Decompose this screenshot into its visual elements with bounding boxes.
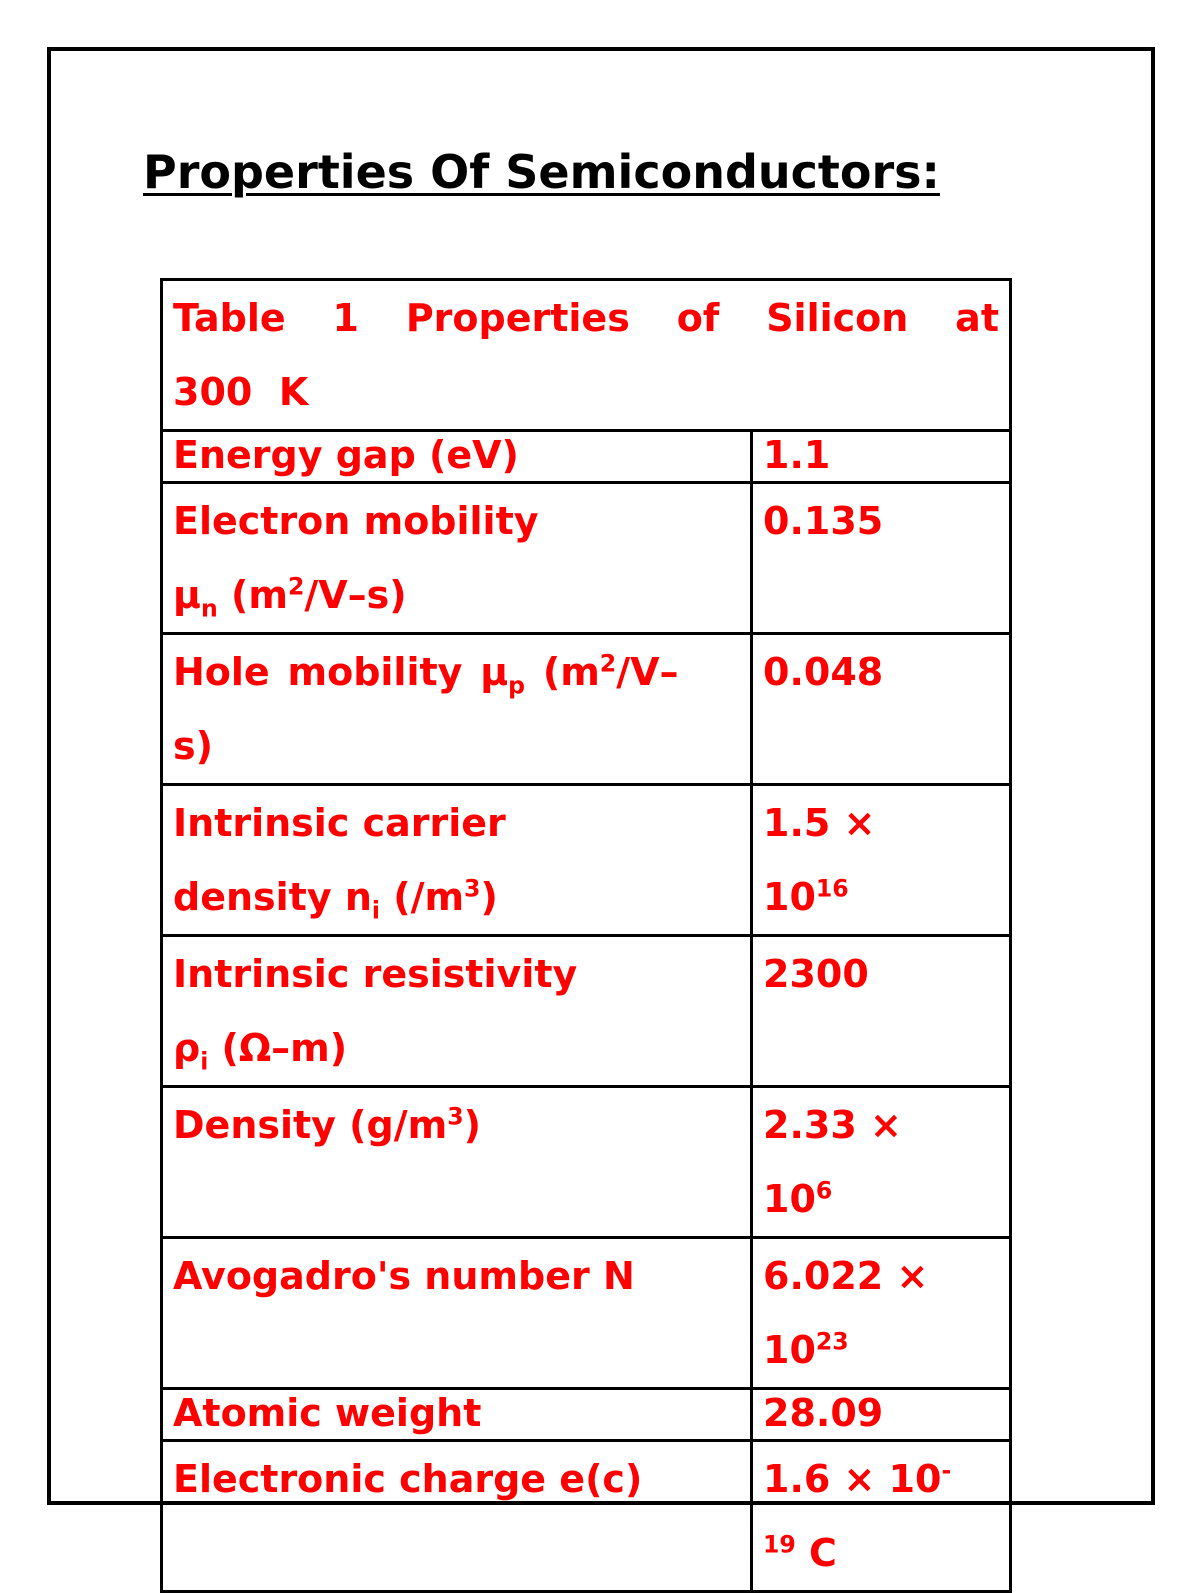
table-caption-row: [162, 280, 1011, 431]
value-text: 10: [763, 1177, 816, 1221]
value-text: C: [795, 1531, 837, 1575]
value-cell: [752, 785, 1011, 936]
property-cell: [162, 483, 752, 634]
value-cell: [752, 1441, 1011, 1592]
page-title: Properties Of Semiconductors:: [143, 145, 940, 199]
property-text: ): [463, 1103, 481, 1147]
times-sign: ×: [843, 801, 876, 845]
value-text: 6.022: [763, 1254, 884, 1298]
superscript: -: [941, 1456, 952, 1485]
property-text: resistivity: [362, 952, 578, 996]
table-row: [162, 1441, 1011, 1592]
times-sign: ×: [870, 1103, 902, 1147]
value-text: 10: [763, 875, 816, 919]
property-text: (/m: [379, 875, 465, 919]
property-cell: [162, 634, 752, 785]
superscript: 19: [763, 1530, 796, 1559]
value-cell: 1.1: [752, 431, 1011, 483]
table-row: [162, 431, 1011, 483]
value-text: 2.33: [763, 1103, 857, 1147]
property-cell: Energy gap (eV): [162, 431, 752, 483]
value-text: 1.6 × 10: [763, 1457, 942, 1501]
property-text: density n: [173, 875, 372, 919]
table-caption: Table 1 Properties of Silicon at 300 K: [162, 280, 1011, 431]
value-cell: 2300: [752, 936, 1011, 1087]
table-row: [162, 936, 1011, 1087]
property-text: Density (g/m: [173, 1103, 448, 1147]
property-cell: Electronic charge e(c): [162, 1441, 752, 1592]
table-row: [162, 785, 1011, 936]
superscript: 23: [815, 1327, 849, 1356]
value-cell: [752, 1087, 1011, 1238]
property-text: mobility: [363, 499, 539, 543]
superscript: 2: [599, 649, 617, 678]
property-text: (Ω–m): [208, 1026, 348, 1070]
value-cell: [752, 1238, 1011, 1389]
subscript: n: [200, 594, 218, 623]
superscript: 3: [447, 1102, 464, 1131]
property-text: /V–s): [304, 573, 407, 617]
property-text: carrier: [362, 801, 506, 845]
property-text: ρ: [173, 1026, 201, 1070]
property-cell: Atomic weight: [162, 1389, 752, 1441]
value-text: 10: [763, 1328, 816, 1372]
subscript: i: [200, 1047, 209, 1076]
property-cell: Avogadro's number N: [162, 1238, 752, 1389]
times-sign: ×: [896, 1254, 929, 1298]
property-text: Hole mobility μ: [173, 650, 509, 694]
value-cell: 0.048: [752, 634, 1011, 785]
property-text: (m: [525, 650, 600, 694]
table-row: [162, 1238, 1011, 1389]
property-text: ): [480, 875, 498, 919]
subscript: i: [371, 896, 380, 925]
value-cell: 0.135: [752, 483, 1011, 634]
table-row: [162, 1389, 1011, 1441]
property-text: (m: [217, 573, 288, 617]
property-text: Electron: [173, 499, 351, 543]
property-text: Intrinsic: [173, 952, 350, 996]
property-cell: [162, 936, 752, 1087]
table-row: [162, 1087, 1011, 1238]
property-cell: [162, 1087, 752, 1238]
property-text: s): [173, 724, 213, 768]
table-row: [162, 483, 1011, 634]
superscript: 6: [815, 1176, 833, 1205]
subscript: p: [508, 671, 526, 700]
property-text: Intrinsic: [173, 801, 350, 845]
property-cell: [162, 785, 752, 936]
superscript: 3: [464, 874, 481, 903]
value-cell: 28.09: [752, 1389, 1011, 1441]
superscript: 2: [287, 572, 305, 601]
table-row: [162, 634, 1011, 785]
silicon-properties-table: [160, 278, 1012, 1593]
value-text: 1.5: [763, 801, 831, 845]
property-text: /V–: [616, 650, 679, 694]
property-text: μ: [173, 573, 201, 617]
superscript: 16: [815, 874, 849, 903]
